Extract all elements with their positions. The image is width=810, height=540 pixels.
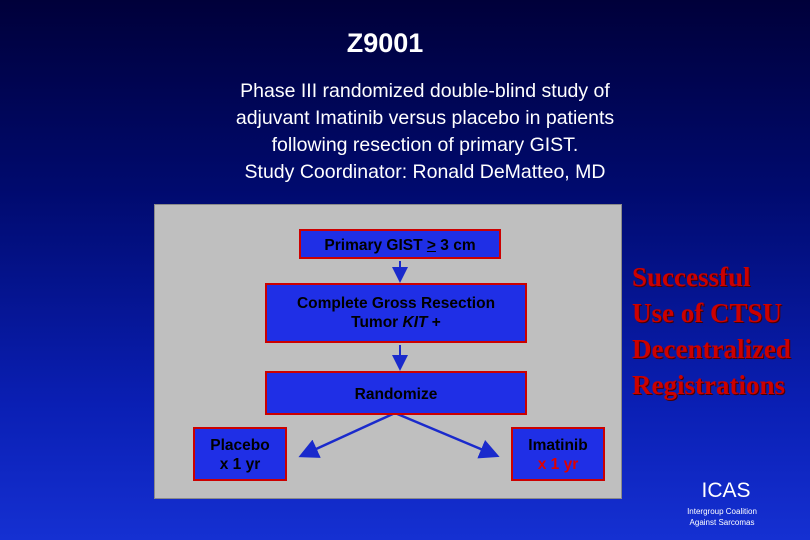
primary-gist-box: [299, 229, 501, 259]
arrow-to-imatinib: [395, 413, 495, 455]
arrow-to-placebo: [303, 413, 395, 455]
resection-line2: Tumor KIT +: [351, 314, 441, 331]
icas-logo: ICAS: [701, 479, 751, 502]
placebo-line1: Placebo: [210, 437, 270, 454]
placebo-box: [193, 427, 287, 481]
icas-logo-subtitle: [672, 506, 772, 528]
primary-gist-label: Primary GIST > 3 cm: [324, 237, 476, 254]
callout-line: Registrations: [632, 370, 785, 400]
placebo-line2: x 1 yr: [219, 456, 261, 473]
subtitle-line: adjuvant Imatinib versus placebo in patients: [235, 107, 615, 129]
randomize-label: Randomize: [354, 386, 438, 403]
resection-line1: Complete Gross Resection: [296, 295, 496, 312]
icas-sub-line: Intergroup Coalition: [687, 507, 757, 516]
ctsu-callout: [632, 259, 810, 403]
resection-box: [265, 283, 527, 343]
callout-line: Decentralized: [632, 334, 791, 364]
callout-line: Successful: [632, 262, 751, 292]
imatinib-line1: Imatinib: [528, 437, 588, 454]
subtitle-line: Study Coordinator: Ronald DeMatteo, MD: [244, 161, 606, 183]
randomize-box: [265, 371, 527, 415]
imatinib-box: [511, 427, 605, 481]
slide-title: Z9001: [346, 28, 424, 58]
study-description: [160, 78, 690, 186]
callout-line: Use of CTSU: [632, 298, 783, 328]
imatinib-line2: x 1 yr: [537, 456, 579, 473]
subtitle-line: following resection of primary GIST.: [271, 134, 579, 156]
icas-sub-line: Against Sarcomas: [689, 518, 755, 527]
subtitle-line: Phase III randomized double-blind study of: [240, 80, 610, 102]
flowchart-panel: [154, 204, 622, 499]
